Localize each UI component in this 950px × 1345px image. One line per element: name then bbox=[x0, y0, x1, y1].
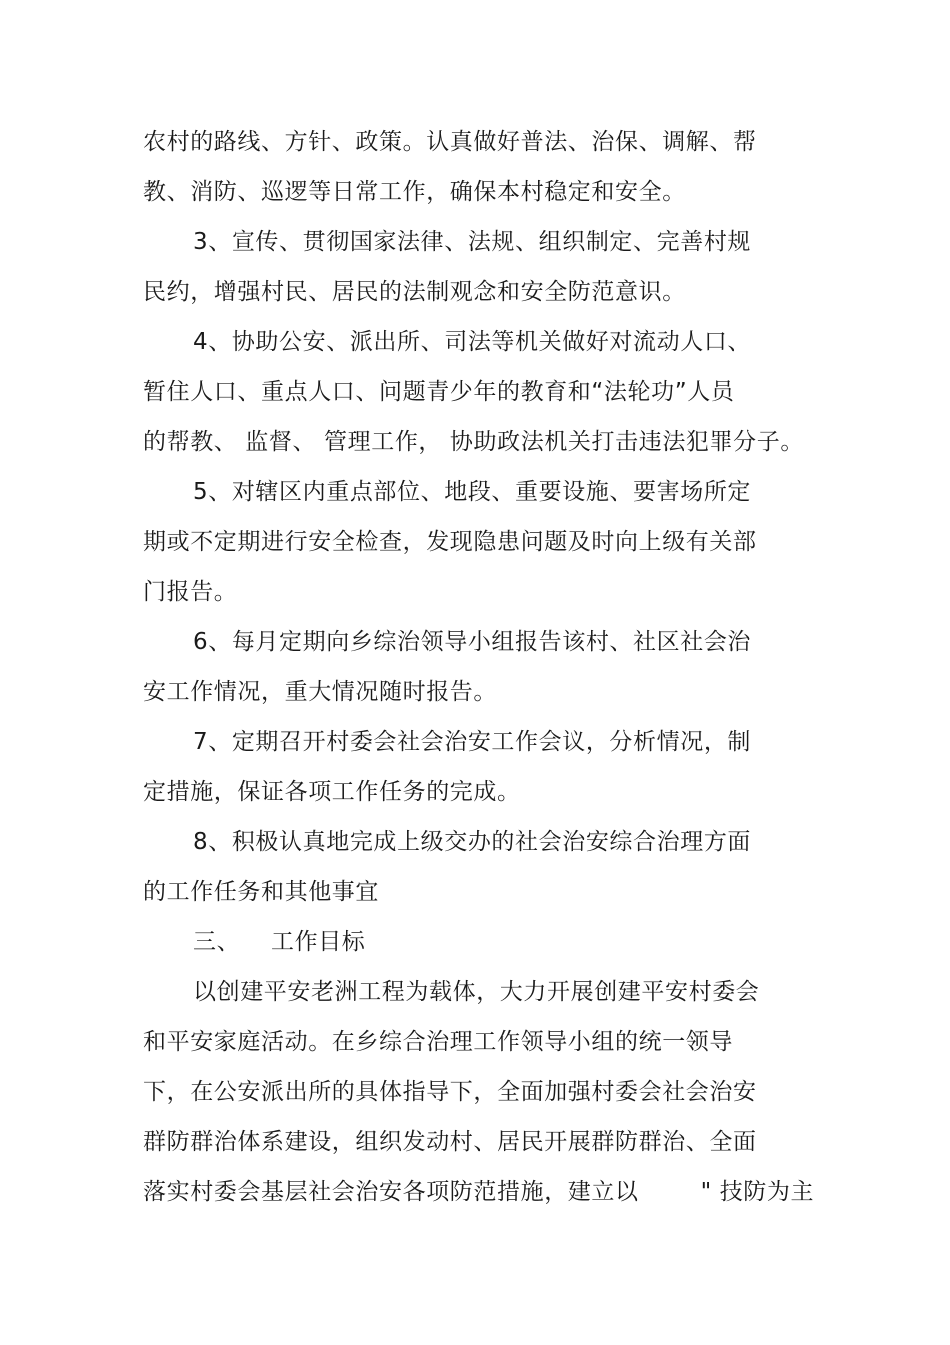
text-fragment: 落实村委会基层社会治安各项防范措施，建立以 bbox=[143, 1179, 639, 1205]
text-line: 和平安家庭活动。在乡综合治理工作领导小组的统一领导 bbox=[143, 1029, 733, 1055]
text-line: 期或不定期进行安全检查，发现隐患问题及时向上级有关部 bbox=[143, 529, 757, 555]
text-line: 的工作任务和其他事宜 bbox=[143, 879, 379, 905]
text-line: 以创建平安老洲工程为载体，大力开展创建平安村委会 bbox=[193, 979, 760, 1005]
text-line: 安工作情况，重大情况随时报告。 bbox=[143, 679, 497, 705]
text-line: 5、对辖区内重点部位、地段、重要设施、要害场所定 bbox=[193, 479, 752, 505]
text-line: 民约，增强村民、居民的法制观念和安全防范意识。 bbox=[143, 279, 686, 305]
text-line: 门报告。 bbox=[143, 579, 238, 605]
text-line: 7、定期召开村委会社会治安工作会议，分析情况，制 bbox=[193, 729, 752, 755]
text-fragment: " 技防为主 bbox=[700, 1179, 815, 1205]
text-line: 定措施，保证各项工作任务的完成。 bbox=[143, 779, 521, 805]
text-line: 3、宣传、贯彻国家法律、法规、组织制定、完善村规 bbox=[193, 229, 752, 255]
text-line: 暂住人口、重点人口、问题青少年的教育和“法轮功”人员 bbox=[143, 379, 735, 405]
text-line: 教、消防、巡逻等日常工作，确保本村稳定和安全。 bbox=[143, 179, 686, 205]
text-line: 的帮教、 监督、 管理工作， 协助政法机关打击违法犯罪分子。 bbox=[143, 429, 804, 455]
section-number: 三、 bbox=[193, 929, 241, 955]
text-line: 群防群治体系建设，组织发动村、居民开展群防群治、全面 bbox=[143, 1129, 757, 1155]
text-line: 下，在公安派出所的具体指导下，全面加强村委会社会治安 bbox=[143, 1079, 757, 1105]
text-line: 8、积极认真地完成上级交办的社会治安综合治理方面 bbox=[193, 829, 752, 855]
text-line: 6、每月定期向乡综治领导小组报告该村、社区社会治 bbox=[193, 629, 752, 655]
text-line bbox=[143, 1177, 814, 1207]
section-title: 工作目标 bbox=[271, 929, 366, 955]
text-line: 农村的路线、方针、政策。认真做好普法、治保、调解、帮 bbox=[143, 129, 757, 155]
text-line: 4、协助公安、派出所、司法等机关做好对流动人口、 bbox=[193, 329, 752, 355]
